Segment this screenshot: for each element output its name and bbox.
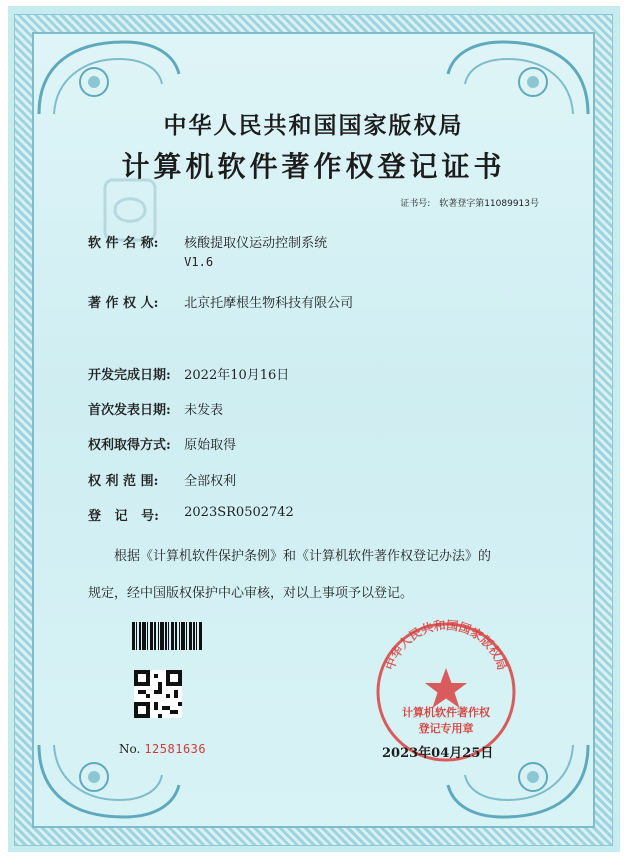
software-version: V1.6	[184, 255, 214, 269]
certificate-number-label: 证书号:	[400, 199, 431, 209]
field-value-wrap	[184, 232, 327, 269]
field-label: 软 件 名 称:	[88, 236, 159, 251]
field-label: 登 记 号:	[88, 509, 159, 524]
registration-statement	[88, 538, 548, 612]
field-copyright-owner	[88, 292, 353, 311]
serial-number	[119, 742, 206, 756]
field-label: 著 作 权 人:	[88, 296, 159, 311]
field-completion-date	[88, 364, 289, 383]
field-rights-scope	[88, 470, 236, 489]
issue-date: 2023年04月25日	[382, 746, 494, 761]
field-label: 权 利 范 围:	[88, 474, 159, 489]
barcode	[132, 622, 204, 650]
serial-value: 12581636	[144, 742, 207, 756]
certificate-title: 计算机软件著作权登记证书	[121, 150, 506, 183]
qr-code	[134, 670, 182, 718]
serial-label: No.	[119, 742, 141, 756]
certificate-number-value: 软著登字第11089913号	[439, 199, 539, 209]
field-software-name	[88, 232, 327, 269]
field-value: 北京托摩根生物科技有限公司	[184, 296, 354, 311]
field-first-publication-date	[88, 399, 223, 418]
field-registration-number	[88, 505, 294, 524]
field-value: 2023SR0502742	[184, 505, 294, 520]
field-acquisition-method	[88, 434, 236, 453]
field-value: 未发表	[184, 403, 224, 418]
field-value: 原始取得	[184, 438, 237, 453]
field-value: 2022年10月16日	[184, 368, 290, 383]
statement-text-2: 规定，经中国版权保护中心审核，对以上事项予以登记。	[88, 586, 414, 601]
field-label: 开发完成日期:	[88, 368, 171, 383]
field-value: 核酸提取仪运动控制系统	[184, 236, 328, 251]
issuing-authority: 中华人民共和国国家版权局	[163, 112, 464, 139]
field-label: 首次发表日期:	[88, 403, 171, 418]
seal-star	[425, 668, 467, 708]
seal-inner-text-2: 登记专用章	[418, 722, 474, 735]
statement-text-1: 根据《计算机软件保护条例》和《计算机软件著作权登记办法》的	[114, 549, 492, 564]
seal-outer-text: 中华人民共和国国家版权局	[382, 618, 510, 672]
certificate-number	[400, 196, 539, 209]
field-value: 全部权利	[184, 474, 237, 489]
seal-inner-text-1: 计算机软件著作权	[402, 706, 490, 719]
field-label: 权利取得方式:	[88, 438, 171, 453]
statement-line-1	[88, 538, 548, 575]
